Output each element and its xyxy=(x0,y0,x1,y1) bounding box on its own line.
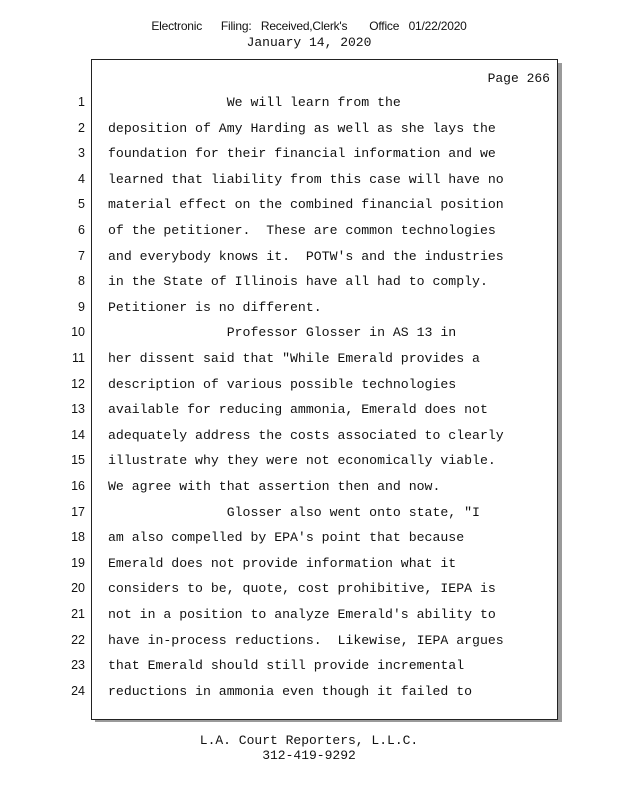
line-number: 13 xyxy=(71,402,85,417)
transcript-line xyxy=(0,90,618,116)
line-text: in the State of Illinois have all had to comply. xyxy=(108,274,488,290)
reporter-company: L.A. Court Reporters, L.L.C. xyxy=(199,733,419,748)
line-text: Emerald does not provide information what it xyxy=(108,555,457,571)
line-text: of the petitioner. These are common technologies xyxy=(108,223,496,238)
line-number: 17 xyxy=(71,504,85,519)
line-number: 8 xyxy=(78,274,85,289)
line-number: 21 xyxy=(71,607,85,621)
line-number: 7 xyxy=(78,248,85,263)
transcript-line xyxy=(0,372,618,398)
transcript-line xyxy=(0,295,618,321)
line-number: 23 xyxy=(71,658,85,673)
line-number: 15 xyxy=(71,453,85,468)
line-text: reductions in ammonia even though it failed to xyxy=(108,683,473,699)
line-text: that Emerald should still provide incremental xyxy=(108,658,465,674)
transcript-line xyxy=(0,192,618,218)
transcript-line xyxy=(0,141,618,167)
line-text: not in a position to analyze Emerald's ability to xyxy=(108,607,496,622)
line-text: adequately address the costs associated to clearly xyxy=(108,427,504,443)
transcript-line xyxy=(0,628,618,654)
line-number: 3 xyxy=(78,146,85,161)
transcript-line xyxy=(0,320,618,346)
line-number: 12 xyxy=(71,376,85,391)
line-number: 4 xyxy=(78,171,85,186)
line-text: deposition of Amy Harding as well as she lays the xyxy=(108,120,496,136)
transcript-line xyxy=(0,244,618,270)
line-text: her dissent said that "While Emerald provides a xyxy=(108,351,480,366)
transcript-line xyxy=(0,423,618,449)
line-number: 18 xyxy=(71,530,85,545)
line-number: 11 xyxy=(72,351,85,365)
transcript-line xyxy=(0,167,618,193)
transcript-line xyxy=(0,602,618,628)
line-text: material effect on the combined financial position xyxy=(108,197,504,213)
line-number: 16 xyxy=(71,479,85,493)
line-text: Petitioner is no different. xyxy=(108,299,322,315)
line-text: We agree with that assertion then and now. xyxy=(108,479,441,494)
transcript-line xyxy=(0,448,618,474)
filing-stamp: Electronic Filing: Received,Clerk's Office 01/22/2020 xyxy=(151,19,467,33)
transcript-line xyxy=(0,474,618,500)
reporter-phone: 312-419-9292 xyxy=(262,748,356,763)
line-text: Professor Glosser in AS 13 in xyxy=(108,325,457,341)
line-number: 19 xyxy=(71,555,85,570)
transcript-line xyxy=(0,218,618,244)
line-number: 2 xyxy=(78,120,85,135)
line-text: and everybody knows it. POTW's and the industries xyxy=(108,248,504,264)
line-text: have in-process reductions. Likewise, IEPA argues xyxy=(108,632,504,648)
transcript-line xyxy=(0,653,618,679)
line-text: illustrate why they were not economically viable. xyxy=(108,453,496,469)
transcript-line xyxy=(0,576,618,602)
line-text: foundation for their financial information and we xyxy=(108,146,496,162)
line-text: learned that liability from this case will have no xyxy=(108,171,504,187)
line-number: 24 xyxy=(71,683,85,698)
line-text: Glosser also went onto state, "I xyxy=(108,504,480,520)
transcript-date: January 14, 2020 xyxy=(246,35,372,50)
footer xyxy=(0,733,618,763)
transcript-line xyxy=(0,397,618,423)
line-number: 9 xyxy=(78,299,85,314)
line-number: 14 xyxy=(71,427,85,442)
page-number: Page 266 xyxy=(487,71,550,86)
transcript-line xyxy=(0,525,618,551)
line-text: description of various possible technologies xyxy=(108,376,457,392)
line-text: considers to be, quote, cost prohibitive, IEPA is xyxy=(108,581,496,597)
line-number: 1 xyxy=(78,95,85,109)
line-text: am also compelled by EPA's point that because xyxy=(108,530,465,546)
transcript-line xyxy=(0,116,618,142)
transcript-line xyxy=(0,500,618,526)
line-text: available for reducing ammonia, Emerald does not xyxy=(108,402,488,418)
line-number: 6 xyxy=(78,223,85,237)
line-number: 20 xyxy=(71,581,85,596)
line-text: We will learn from the xyxy=(108,95,401,110)
transcript-line xyxy=(0,346,618,372)
line-number: 10 xyxy=(71,325,85,340)
line-number: 22 xyxy=(71,632,85,647)
transcript-line xyxy=(0,551,618,577)
transcript-line xyxy=(0,269,618,295)
transcript-line xyxy=(0,679,618,705)
line-number: 5 xyxy=(78,197,85,212)
